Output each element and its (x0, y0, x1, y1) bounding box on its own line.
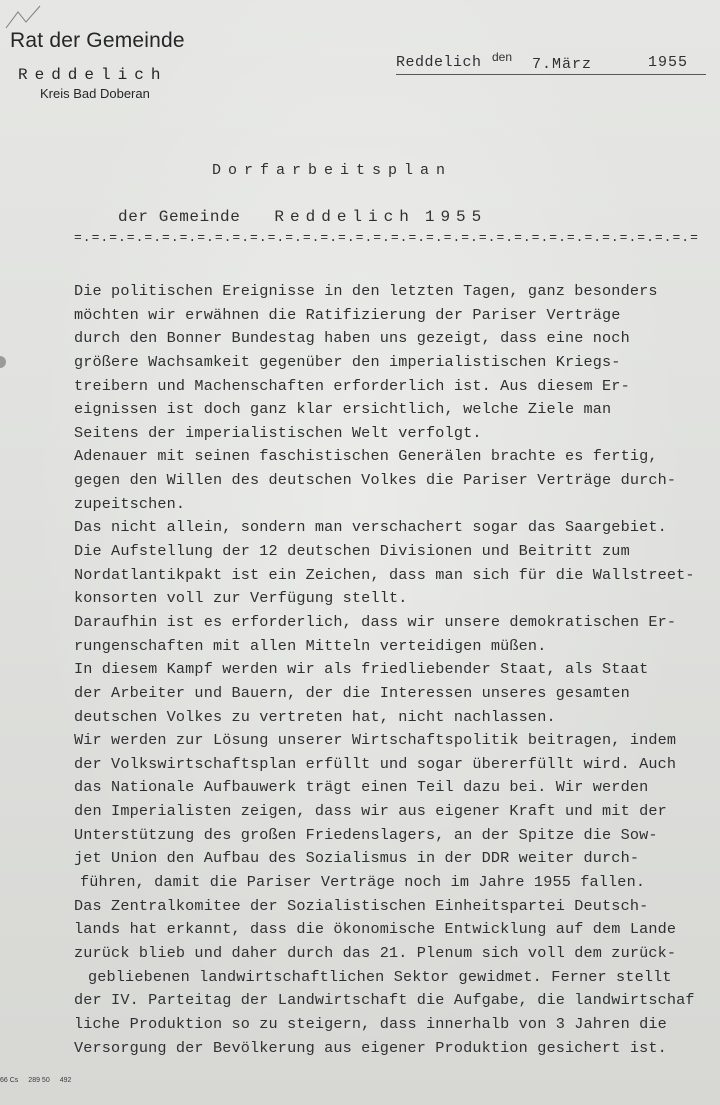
body-line: der IV. Parteitag der Landwirtschaft die Aufgabe, die landwirtschaf (74, 991, 695, 1010)
dateline (396, 52, 696, 74)
subtitle-underline: =.=.=.=.=.=.=.=.=.=.=.=.=.=.=.=.=.=.=.=.=.=.=.=.=.=.=.=.=.=.=.=.=.=.=.= (74, 230, 699, 245)
body-line: das Nationale Aufbauwerk trägt einen Teil dazu bei. Wir werden (74, 778, 649, 797)
archive-fiche-code (0, 1077, 81, 1084)
body-line: lands hat erkannt, dass die ökonomische Entwicklung auf dem Lande (74, 920, 677, 939)
body-line: liche Produktion so zu steigern, dass innerhalb von 3 Jahren die (74, 1014, 667, 1033)
dateline-den-label: den (492, 50, 513, 64)
body-line: gebliebenen landwirtschaftlichen Sektor gewidmet. Ferner stellt (88, 967, 672, 986)
body-line: zupeitschen. (74, 494, 186, 513)
subtitle-place: Reddelich (274, 208, 415, 226)
body-line: Das nicht allein, sondern man verschachert sogar das Saargebiet. (74, 518, 667, 537)
body-line: Die Aufstellung der 12 deutschen Divisionen und Beitritt zum (74, 542, 630, 561)
document-subtitle (118, 208, 487, 226)
dateline-year: 1955 (648, 54, 689, 71)
letterhead-district: Kreis Bad Doberan (40, 86, 150, 101)
body-line: jet Union den Aufbau des Sozialismus in der DDR weiter durch- (74, 849, 640, 868)
subtitle-year: 1955 (424, 208, 488, 226)
fiche-code-part: 66 Cs (0, 1077, 19, 1084)
dateline-date: 7.März (532, 56, 593, 73)
letterhead (10, 28, 185, 101)
body-line: rungenschaften mit allen Mitteln verteidigen müßen. (74, 636, 547, 655)
body-line: Versorgung der Bevölkerung aus eigener Produktion gesichert ist. (74, 1038, 667, 1057)
body-line: Die politischen Ereignisse in den letzten Tagen, ganz besonders (74, 282, 658, 300)
body-line: durch den Bonner Bundestag haben uns gezeigt, dass eine noch (74, 329, 630, 348)
body-line: gegen den Willen des deutschen Volkes die Pariser Verträge durch- (74, 471, 677, 490)
body-line: Nordatlantikpakt ist ein Zeichen, dass man sich für die Wallstreet- (74, 565, 695, 584)
body-line: In diesem Kampf werden wir als friedliebender Staat, als Staat (74, 660, 649, 679)
body-line: eignissen ist doch ganz klar ersichtlich, welche Ziele man (74, 400, 612, 419)
page-fold-mark (4, 4, 44, 30)
letterhead-organization: Rat der Gemeinde (10, 29, 185, 52)
punch-hole (0, 356, 6, 368)
body-line: Adenauer mit seinen faschistischen Generälen brachte es fertig, (74, 447, 658, 466)
dateline-rule (396, 74, 706, 75)
document-title: Dorfarbeitsplan (212, 162, 453, 179)
letterhead-place: Reddelich (18, 66, 168, 84)
body-line: Seitens der imperialistischen Welt verfolgt. (74, 423, 482, 442)
body-text (74, 280, 718, 1060)
body-line: treibern und Machenschaften erforderlich ist. Aus diesem Er- (74, 376, 630, 395)
body-line: der Arbeiter und Bauern, der die Interessen unseres gesamten (74, 683, 630, 702)
body-line: Wir werden zur Lösung unserer Wirtschaftspolitik beitragen, indem (74, 731, 677, 750)
body-line: zurück blieb und daher durch das 21. Plenum sich voll dem zurück- (74, 943, 677, 962)
body-line: möchten wir erwähnen die Ratifizierung der Pariser Verträge (74, 305, 621, 324)
subtitle-prefix: der Gemeinde (118, 208, 241, 226)
dateline-place: Reddelich (396, 54, 482, 71)
fiche-code-part: 289 50 (28, 1077, 50, 1084)
body-line: Das Zentralkomitee der Sozialistischen Einheitspartei Deutsch- (74, 896, 649, 915)
body-line: führen, damit die Pariser Verträge noch im Jahre 1955 fallen. (80, 873, 646, 892)
body-line: deutschen Volkes zu vertreten hat, nicht nachlassen. (74, 707, 556, 726)
body-line: größere Wachsamkeit gegenüber den imperialistischen Kriegs- (74, 352, 621, 371)
body-line: konsorten voll zur Verfügung stellt. (74, 589, 408, 608)
fiche-code-part: 492 (59, 1077, 72, 1084)
body-line: der Volkswirtschaftsplan erfüllt und sogar übererfüllt wird. Auch (74, 754, 677, 773)
body-line: Unterstützung des großen Friedenslagers, an der Spitze die Sow- (74, 825, 658, 844)
body-line: Daraufhin ist es erforderlich, dass wir unsere demokratischen Er- (74, 612, 677, 631)
body-line: den Imperialisten zeigen, dass wir aus eigener Kraft und mit der (74, 802, 667, 821)
